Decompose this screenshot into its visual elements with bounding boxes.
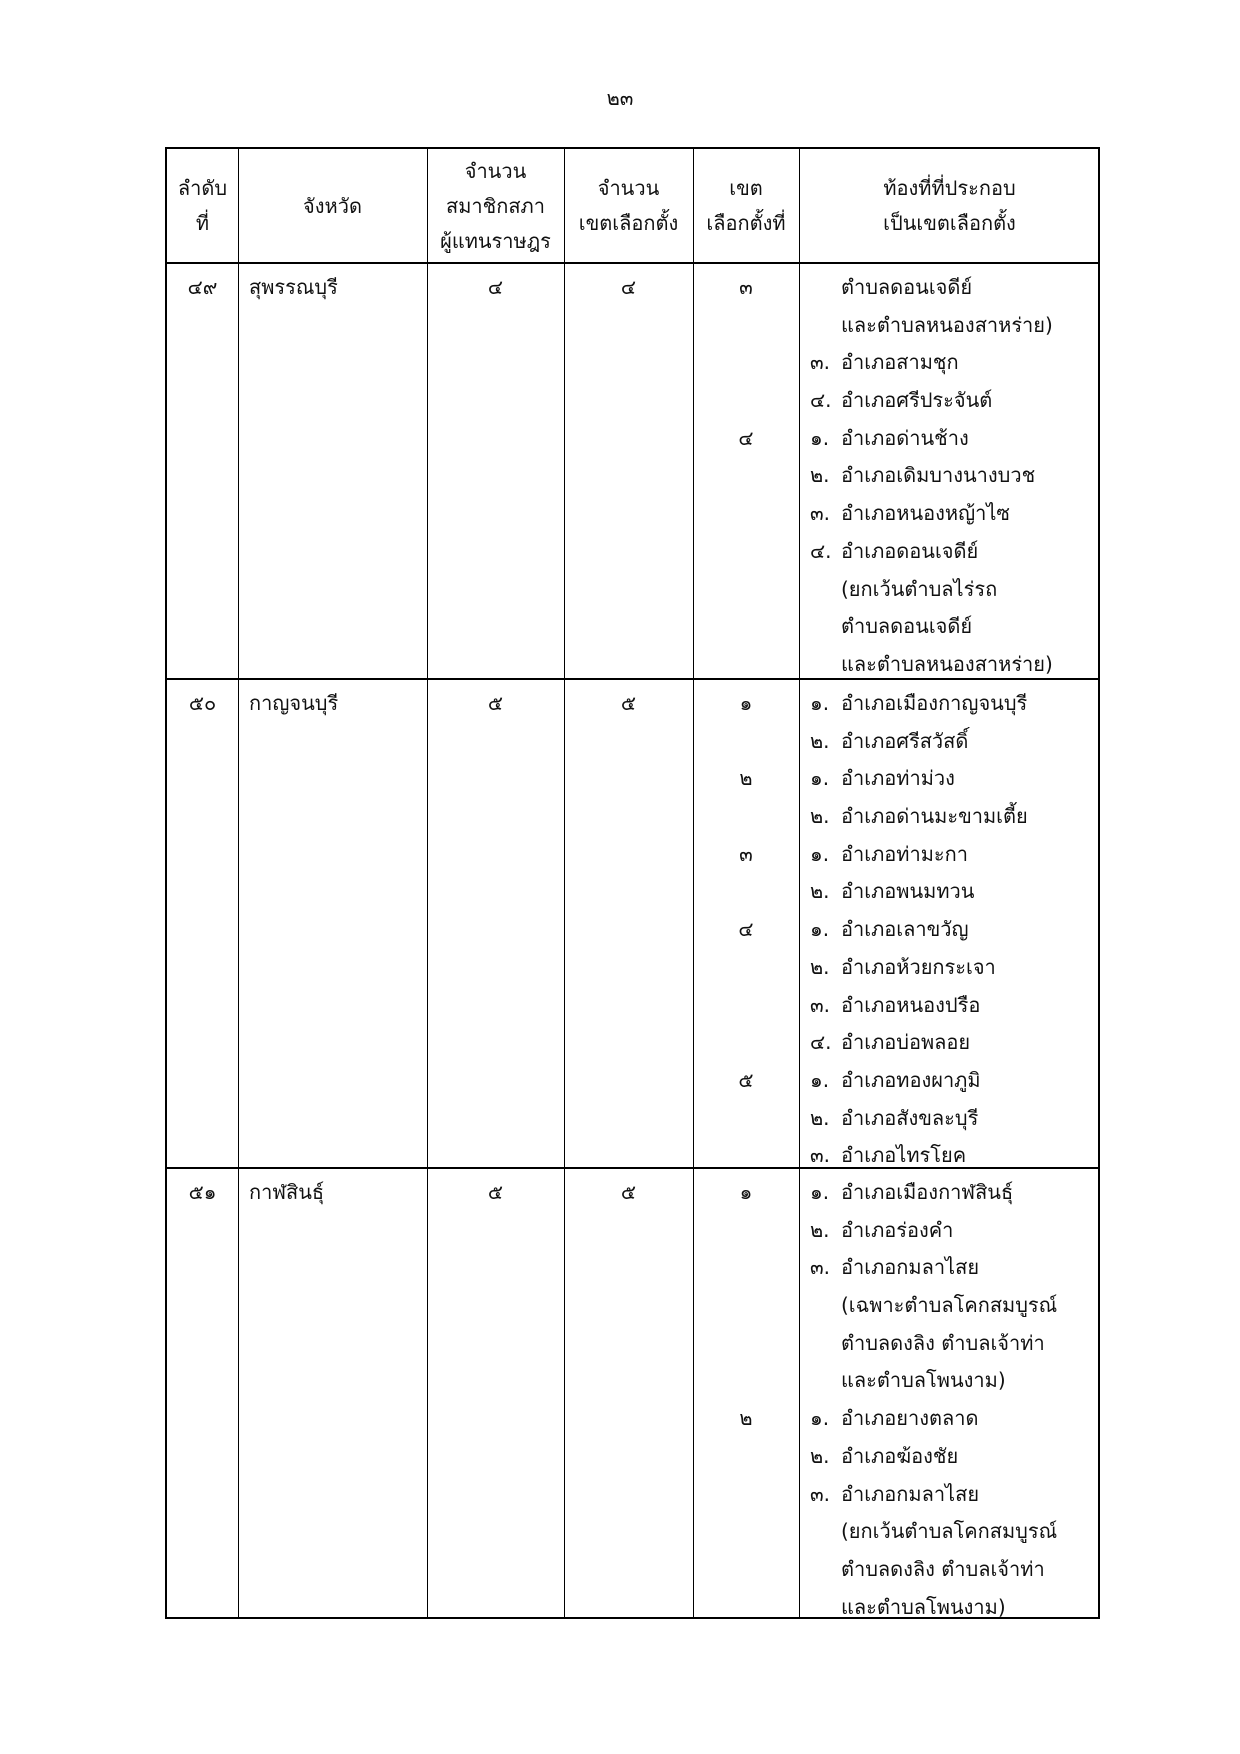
header-text: ท้องที่ที่ประกอบ [883, 176, 1016, 200]
header-text: เลือกตั้งที่ [706, 211, 786, 235]
area-text: ตำบลดงลิง ตำบลเจ้าท่า [841, 1330, 1045, 1355]
district-number [693, 1589, 799, 1627]
area-line [810, 1174, 1057, 1212]
district-number [693, 873, 799, 911]
page-number: ๒๓ [606, 86, 634, 110]
district-number [693, 495, 799, 533]
area-line [810, 533, 1053, 571]
header-text: ลำดับ [177, 176, 228, 200]
item-number: ๑. [810, 425, 830, 450]
area-text: อำเภอเลาขวัญ [841, 917, 969, 942]
item-number: ๒. [810, 728, 830, 753]
district-number [693, 571, 799, 609]
item-number: ๓. [810, 350, 831, 375]
province-name: กาฬสินธุ์ [249, 1180, 325, 1204]
area-text: (เฉพาะตำบลโคกสมบูรณ์ [841, 1293, 1058, 1318]
province-name: กาญจนบุรี [249, 691, 339, 715]
district-number [693, 608, 799, 646]
area-text: อำเภอบ่อพลอย [841, 1030, 971, 1055]
area-line [810, 1476, 1057, 1514]
district-number [693, 1476, 799, 1514]
district-number-column [693, 1174, 799, 1626]
district-number [693, 1100, 799, 1138]
area-column [810, 269, 1053, 684]
area-line [810, 608, 1053, 646]
area-line [810, 269, 1053, 307]
area-line [810, 344, 1053, 382]
district-number [693, 798, 799, 836]
area-line [810, 723, 1028, 761]
district-number: ๒ [739, 766, 753, 791]
area-text: และตำบลหนองสาหร่าย) [841, 651, 1053, 676]
item-number: ๒. [810, 1105, 830, 1130]
item-number: ๒. [810, 1443, 830, 1468]
item-number: ๓. [810, 501, 831, 526]
header-text: จังหวัด [303, 193, 362, 218]
item-number: ๑. [810, 917, 830, 942]
item-number: ๑. [810, 1180, 830, 1204]
district-number: ๑ [739, 691, 753, 715]
area-line [810, 382, 1053, 420]
area-line [810, 1100, 1028, 1138]
item-number: ๓. [810, 1481, 831, 1506]
area-line [810, 987, 1028, 1025]
item-number: ๓. [810, 992, 831, 1017]
area-column [810, 685, 1028, 1175]
district-number [693, 723, 799, 761]
area-line [810, 1362, 1057, 1400]
item-number: ๒. [810, 954, 830, 979]
area-text: อำเภอด่านมะขามเตี้ย [841, 804, 1028, 829]
header-text: เป็นเขตเลือกตั้ง [883, 211, 1016, 235]
district-number [693, 344, 799, 382]
area-text: อำเภอฆ้องชัย [841, 1443, 959, 1468]
item-number: ๒. [810, 1217, 830, 1242]
area-line [810, 873, 1028, 911]
row-divider [167, 262, 1098, 264]
district-number [693, 646, 799, 684]
area-text: ตำบลดงลิง ตำบลเจ้าท่า [841, 1556, 1045, 1581]
header-mps [427, 149, 564, 263]
district-number [693, 457, 799, 495]
row-number: ๕๐ [188, 691, 217, 715]
area-text: อำเภอกมลาไสย [841, 1481, 980, 1506]
item-number: ๓. [810, 1255, 831, 1280]
area-text: อำเภอศรีสวัสดิ์ [841, 728, 969, 753]
district-number: ๑ [739, 1180, 753, 1204]
area-line [810, 798, 1028, 836]
area-text: อำเภอยางตลาด [841, 1406, 979, 1431]
area-line [810, 1551, 1057, 1589]
area-line [810, 760, 1028, 798]
district-number: ๒ [739, 1406, 753, 1431]
area-line [810, 420, 1053, 458]
district-count: ๕ [620, 1180, 637, 1204]
item-number: ๒. [810, 804, 830, 829]
area-text: อำเภอห้วยกระเจา [841, 954, 996, 979]
header-text: เขต [729, 176, 763, 200]
district-number-column [693, 685, 799, 1175]
item-number: ๑. [810, 691, 830, 715]
area-text: อำเภอไทรโยค [841, 1143, 967, 1168]
district-number [693, 1513, 799, 1551]
area-line [810, 1137, 1028, 1175]
district-number [693, 1325, 799, 1363]
district-number [693, 533, 799, 571]
area-text: อำเภอท่าม่วง [841, 766, 955, 791]
district-number [693, 1551, 799, 1589]
area-line [810, 911, 1028, 949]
district-number-column [693, 269, 799, 684]
area-text: อำเภอท่ามะกา [841, 841, 968, 866]
district-number: ๓ [739, 841, 753, 866]
item-number: ๔. [810, 1030, 832, 1055]
header-areas [799, 149, 1100, 263]
district-number: ๕ [738, 1067, 754, 1092]
district-number [693, 1024, 799, 1062]
area-text: (ยกเว้นตำบลไร่รถ [841, 576, 998, 601]
item-number: ๓. [810, 1143, 831, 1168]
area-line [810, 1438, 1057, 1476]
mp-count: ๔ [487, 275, 504, 299]
district-number [693, 307, 799, 345]
header-province [238, 149, 427, 263]
district-number [693, 1362, 799, 1400]
area-line [810, 1062, 1028, 1100]
header-district-no [693, 149, 799, 263]
area-line [810, 1249, 1057, 1287]
province-name: สุพรรณบุรี [249, 275, 338, 299]
mp-count: ๕ [487, 1180, 504, 1204]
area-line [810, 1400, 1057, 1438]
column-divider [427, 149, 428, 1617]
area-text: และตำบลโพนงาม) [841, 1594, 1006, 1619]
district-number: ๔ [738, 917, 754, 942]
item-number: ๒. [810, 879, 830, 904]
header-text: ผู้แทนราษฎร [440, 228, 551, 253]
area-line [810, 1589, 1057, 1627]
district-number [693, 382, 799, 420]
area-line [810, 495, 1053, 533]
column-divider [564, 149, 565, 1617]
area-text: อำเภอเมืองกาฬสินธุ์ [841, 1180, 1014, 1204]
area-text: อำเภอดอนเจดีย์ [841, 538, 979, 563]
district-number [693, 1212, 799, 1250]
item-number: ๔. [810, 388, 832, 413]
area-text: และตำบลหนองสาหร่าย) [841, 312, 1053, 337]
row-number: ๕๑ [188, 1180, 217, 1204]
area-text: อำเภอกมลาไสย [841, 1255, 980, 1280]
item-number: ๑. [810, 841, 830, 866]
area-text: (ยกเว้นตำบลโคกสมบูรณ์ [841, 1519, 1058, 1544]
area-text: อำเภอทองผาภูมิ [841, 1067, 981, 1092]
header-text: สมาชิกสภา [446, 193, 545, 218]
item-number: ๑. [810, 1406, 830, 1431]
area-line [810, 1287, 1057, 1325]
area-text: ตำบลดอนเจดีย์ [841, 614, 973, 639]
column-divider [238, 149, 239, 1617]
area-line [810, 457, 1053, 495]
header-text: ที่ [195, 211, 210, 235]
area-line [810, 1325, 1057, 1363]
district-number: ๔ [738, 425, 754, 450]
header-text: จำนวน [597, 176, 660, 200]
constituency-table [165, 147, 1100, 1619]
area-text: อำเภอเมืองกาญจนบุรี [841, 691, 1028, 715]
area-line [810, 571, 1053, 609]
area-line [810, 836, 1028, 874]
area-text: อำเภอพนมทวน [841, 879, 975, 904]
column-divider [799, 149, 800, 1617]
area-text: ตำบลดอนเจดีย์ [841, 275, 973, 299]
district-count: ๔ [620, 275, 637, 299]
item-number: ๒. [810, 463, 830, 488]
area-line [810, 1212, 1057, 1250]
area-line [810, 685, 1028, 723]
area-column [810, 1174, 1057, 1626]
item-number: ๑. [810, 766, 830, 791]
area-text: อำเภอร่องคำ [841, 1217, 954, 1242]
area-line [810, 307, 1053, 345]
area-text: อำเภอศรีประจันต์ [841, 388, 993, 413]
area-text: อำเภอด่านช้าง [841, 425, 969, 450]
header-text: จำนวน [464, 158, 527, 183]
district-number [693, 987, 799, 1025]
area-text: อำเภอหนองปรือ [841, 992, 981, 1017]
district-number: ๓ [739, 275, 753, 299]
area-text: อำเภอหนองหญ้าไซ [841, 501, 1010, 526]
header-no [167, 149, 238, 263]
item-number: ๑. [810, 1067, 830, 1092]
header-text: เขตเลือกตั้ง [578, 211, 679, 235]
area-text: อำเภอสามชุก [841, 350, 959, 375]
item-number: ๔. [810, 538, 832, 563]
area-text: อำเภอสังขละบุรี [841, 1105, 979, 1130]
area-text: และตำบลโพนงาม) [841, 1368, 1006, 1393]
area-line [810, 949, 1028, 987]
district-number [693, 1438, 799, 1476]
district-number [693, 1249, 799, 1287]
district-number [693, 1287, 799, 1325]
mp-count: ๕ [487, 691, 504, 715]
area-line [810, 646, 1053, 684]
area-line [810, 1513, 1057, 1551]
row-number: ๔๙ [187, 275, 218, 299]
area-text: อำเภอเดิมบางนางบวช [841, 463, 1036, 488]
header-districts-count [564, 149, 693, 263]
area-line [810, 1024, 1028, 1062]
district-number [693, 949, 799, 987]
district-count: ๕ [620, 691, 637, 715]
district-number [693, 1137, 799, 1175]
